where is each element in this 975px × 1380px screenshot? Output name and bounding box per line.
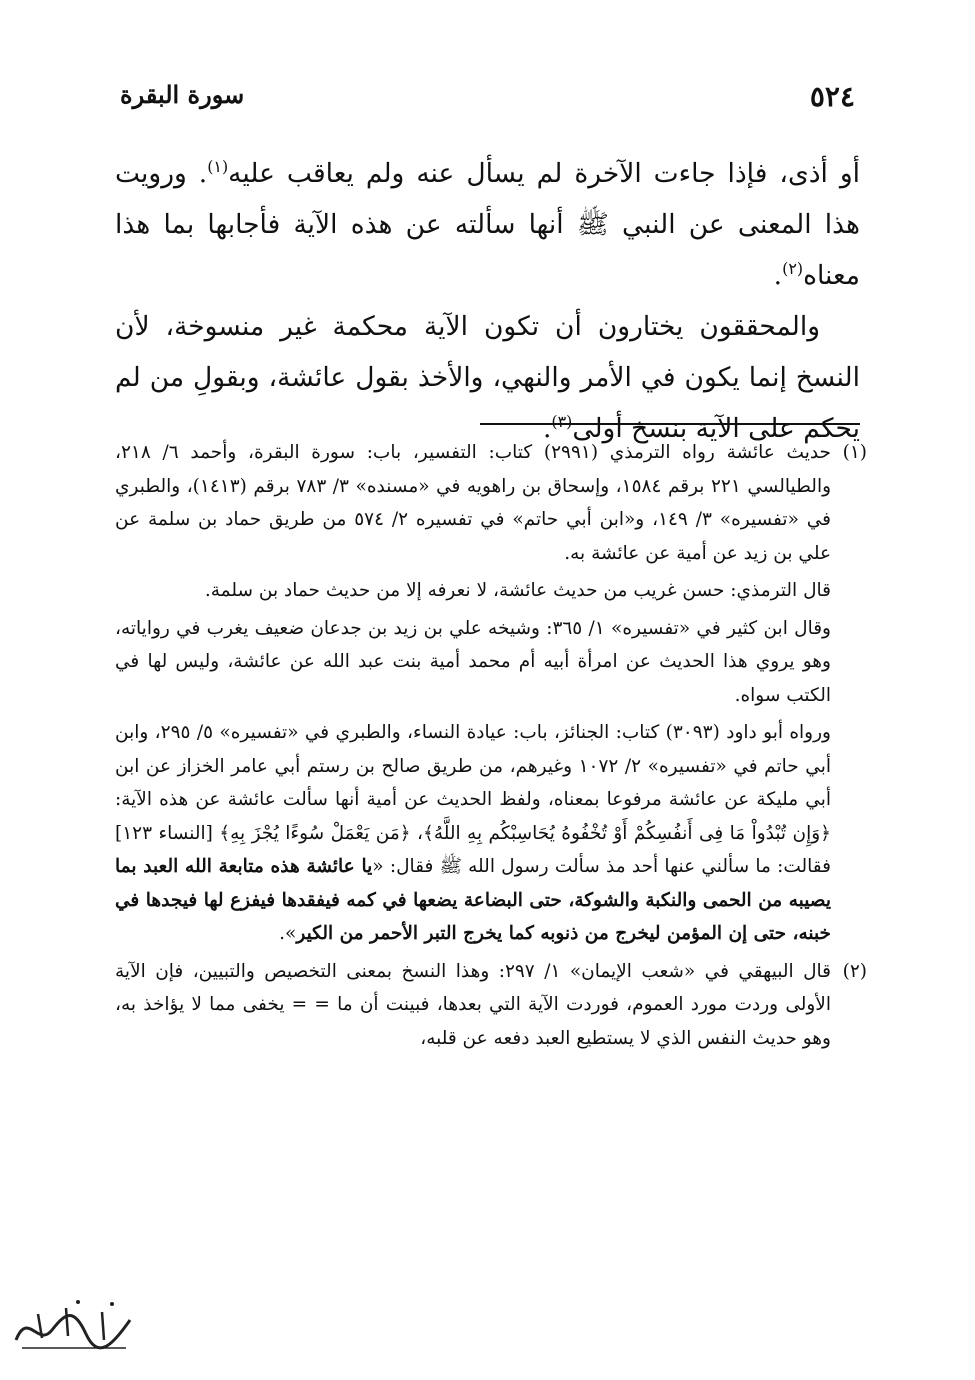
footnotes (115, 436, 867, 1059)
footnote-paragraph: وقال ابن كثير في «تفسيره» ١/ ٣٦٥: وشيخه علي بن زيد بن جدعان ضعيف يغرب في رواياته، وهو يروي هذا الحديث عن امرأة أبيه أم محمد أمية بنت عبد الله عن عائشة، وليس لها في الكتب سواه. (115, 617, 831, 706)
footnote-number: (٢) (842, 960, 867, 982)
paragraph-text: . (773, 260, 783, 291)
footnote-paragraph: حديث عائشة رواه الترمذي (٢٩٩١) كتاب: التفسير، باب: سورة البقرة، وأحمد ٦/ ٢١٨، والطيالسي ٢٢١ برقم ١٥٨٤، وإسحاق بن راهويه في «مسنده» ٣/ ٧٨٣ برقم (١٤١٣)، والطبري في «تفسيره» ٣/ ١٤٩، و«ابن أبي حاتم» في تفسيره ٢/ ٥٧٤ من طريق حماد بن سلمة عن علي بن زيد عن أمية عن عائشة به. (115, 442, 832, 564)
footnote-ref-2[interactable]: (٢) (782, 259, 804, 279)
surah-title: سورة البقرة (120, 80, 245, 109)
footnote-separator (480, 423, 860, 425)
footnote-text: ورواه أبو داود (٣٠٩٣) كتاب: الجنائز، باب: عيادة النساء، والطبري في «تفسيره» ٥/ ٢٩٥، وابن أبي حاتم في «تفسيره» ٢/ ١٠٧٢ وغيرهم، من طريق صالح بن رستم أبي عامر الخزاز عن ابن أبي مليكة عن عائشة مرفوعا بمعناه، ولفظ الحديث عن أمية أنها سألت عائشة عن هذه الآية: ﴿وَإِن تُبْدُواْ مَا فِى أَنفُسِكُمْ أَوْ تُخْفُوهُ يُحَاسِبْكُم بِهِ اللَّهُ﴾، ﴿مَن يَعْمَلْ سُوءًا يُجْزَ بِهِ﴾ [النساء ١٢٣] فقالت: ما سألني عنها أحد مذ سألت رسول الله ﷺ فقال: « (115, 722, 831, 877)
footnote-ref-3[interactable]: (٣) (551, 412, 573, 432)
footnote-2 (115, 955, 867, 1056)
paragraph-1 (115, 148, 860, 301)
page-header (120, 80, 855, 120)
footnote-1 (115, 436, 867, 951)
page-number: ٥٢٤ (809, 80, 855, 113)
paragraph-text: والمحققون يختارون أن تكون الآية محكمة غير منسوخة، لأن النسخ إنما يكون في الأمر والنهي، والأخذ بقول عائشة، وبقولِ من لم يحكم على الآية بنسخ أولى (115, 311, 860, 444)
footnote-paragraph: قال البيهقي في «شعب الإيمان» ١/ ٢٩٧: وهذا النسخ بمعنى التخصيص والتبيين، فإن الآية الأولى وردت مورد العموم، فوردت الآية التي بعدها، فبينت أن ما = = يخفى مما لا يؤاخذ به، وهو حديث النفس الذي لا يستطيع العبد دفعه عن قلبه، (115, 960, 831, 1049)
paragraph-text: أو أذى، فإذا جاءت الآخرة لم يسأل عنه ولم يعاقب عليه (228, 158, 861, 189)
footnote-text: ». (279, 923, 297, 944)
paragraph-text: . (542, 413, 552, 444)
publisher-logo (8, 1290, 138, 1360)
footnote-ref-1[interactable]: (١) (207, 157, 229, 177)
footnote-number: (١) (842, 442, 867, 463)
footnote-paragraph (115, 716, 831, 951)
paragraph-2 (115, 301, 860, 454)
main-text (115, 148, 860, 454)
hadith-text: يا عائشة هذه متابعة الله العبد بما يصيبه من الحمى والنكبة والشوكة، حتى البضاعة يضعها في كمه فيفقدها فيفزع لها فيجدها في خبنه، حتى إن المؤمن ليخرج من ذنوبه كما يخرج التبر الأحمر من الكير (115, 856, 831, 944)
footnote-paragraph: قال الترمذي: حسن غريب من حديث عائشة، لا نعرفه إلا من حديث حماد بن سلمة. (204, 580, 831, 601)
paragraph-text: . ورويت هذا المعنى عن النبي ﷺ أنها سألته عن هذه الآية فأجابها بما هذا معناه (115, 158, 860, 291)
